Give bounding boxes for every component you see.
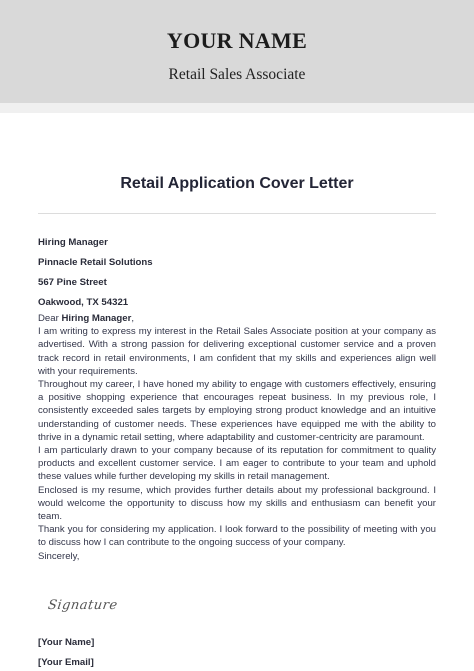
paragraph-experience: Throughout my career, I have honed my ability to engage with customers effectively, ensuring a positive shopping experience that encourages repeat business. In my previous role, I consistently exceeded sales targets by employing strong product knowledge and an intuitive understanding of customer needs. These experiences have equipped me with the ability to thrive in a dynamic retail setting, where adaptability and customer-centricity are paramount. (38, 379, 436, 443)
signature-image: Signature (46, 598, 119, 613)
recipient-street: 567 Pine Street (38, 277, 107, 288)
letter-body (38, 312, 436, 563)
recipient-city: Oakwood, TX 54321 (38, 297, 129, 308)
paragraph-enclosure: Enclosed is my resume, which provides further details about my professional background. I would welcome the opportunity to discuss how my skills and enthusiasm can benefit your team. (38, 484, 436, 523)
closing: Sincerely, (38, 550, 80, 562)
title-divider (38, 213, 436, 214)
paragraph-thanks: Thank you for considering my application. I look forward to the possibility of meeting with you to discuss how I can contribute to the ongoing success of your company. (38, 524, 436, 549)
sender-email: [Your Email] (38, 657, 94, 668)
greeting-suffix: , (131, 313, 134, 324)
letter-title: Retail Application Cover Letter (120, 175, 354, 192)
greeting-prefix: Dear (38, 313, 62, 324)
greeting (38, 312, 436, 325)
recipient-company: Pinnacle Retail Solutions (38, 257, 153, 268)
greeting-name: Hiring Manager (61, 313, 132, 324)
recipient-title: Hiring Manager (38, 237, 108, 248)
sender-name: [Your Name] (38, 637, 95, 648)
applicant-role: Retail Sales Associate (168, 66, 306, 83)
paragraph-intro: I am writing to express my interest in the Retail Sales Associate position at your company as advertised. With a strong passion for delivering exceptional customer service and a proven track record in retail environments, I am confident that my skills and experiences align well with your requirements. (38, 326, 436, 377)
paragraph-motivation: I am particularly drawn to your company because of its reputation for commitment to quality products and excellent customer service. I am eager to contribute to your team and uphold these values while further developing my skills in retail management. (38, 445, 436, 483)
applicant-name: YOUR NAME (166, 28, 308, 53)
header-divider-strip (0, 103, 474, 113)
